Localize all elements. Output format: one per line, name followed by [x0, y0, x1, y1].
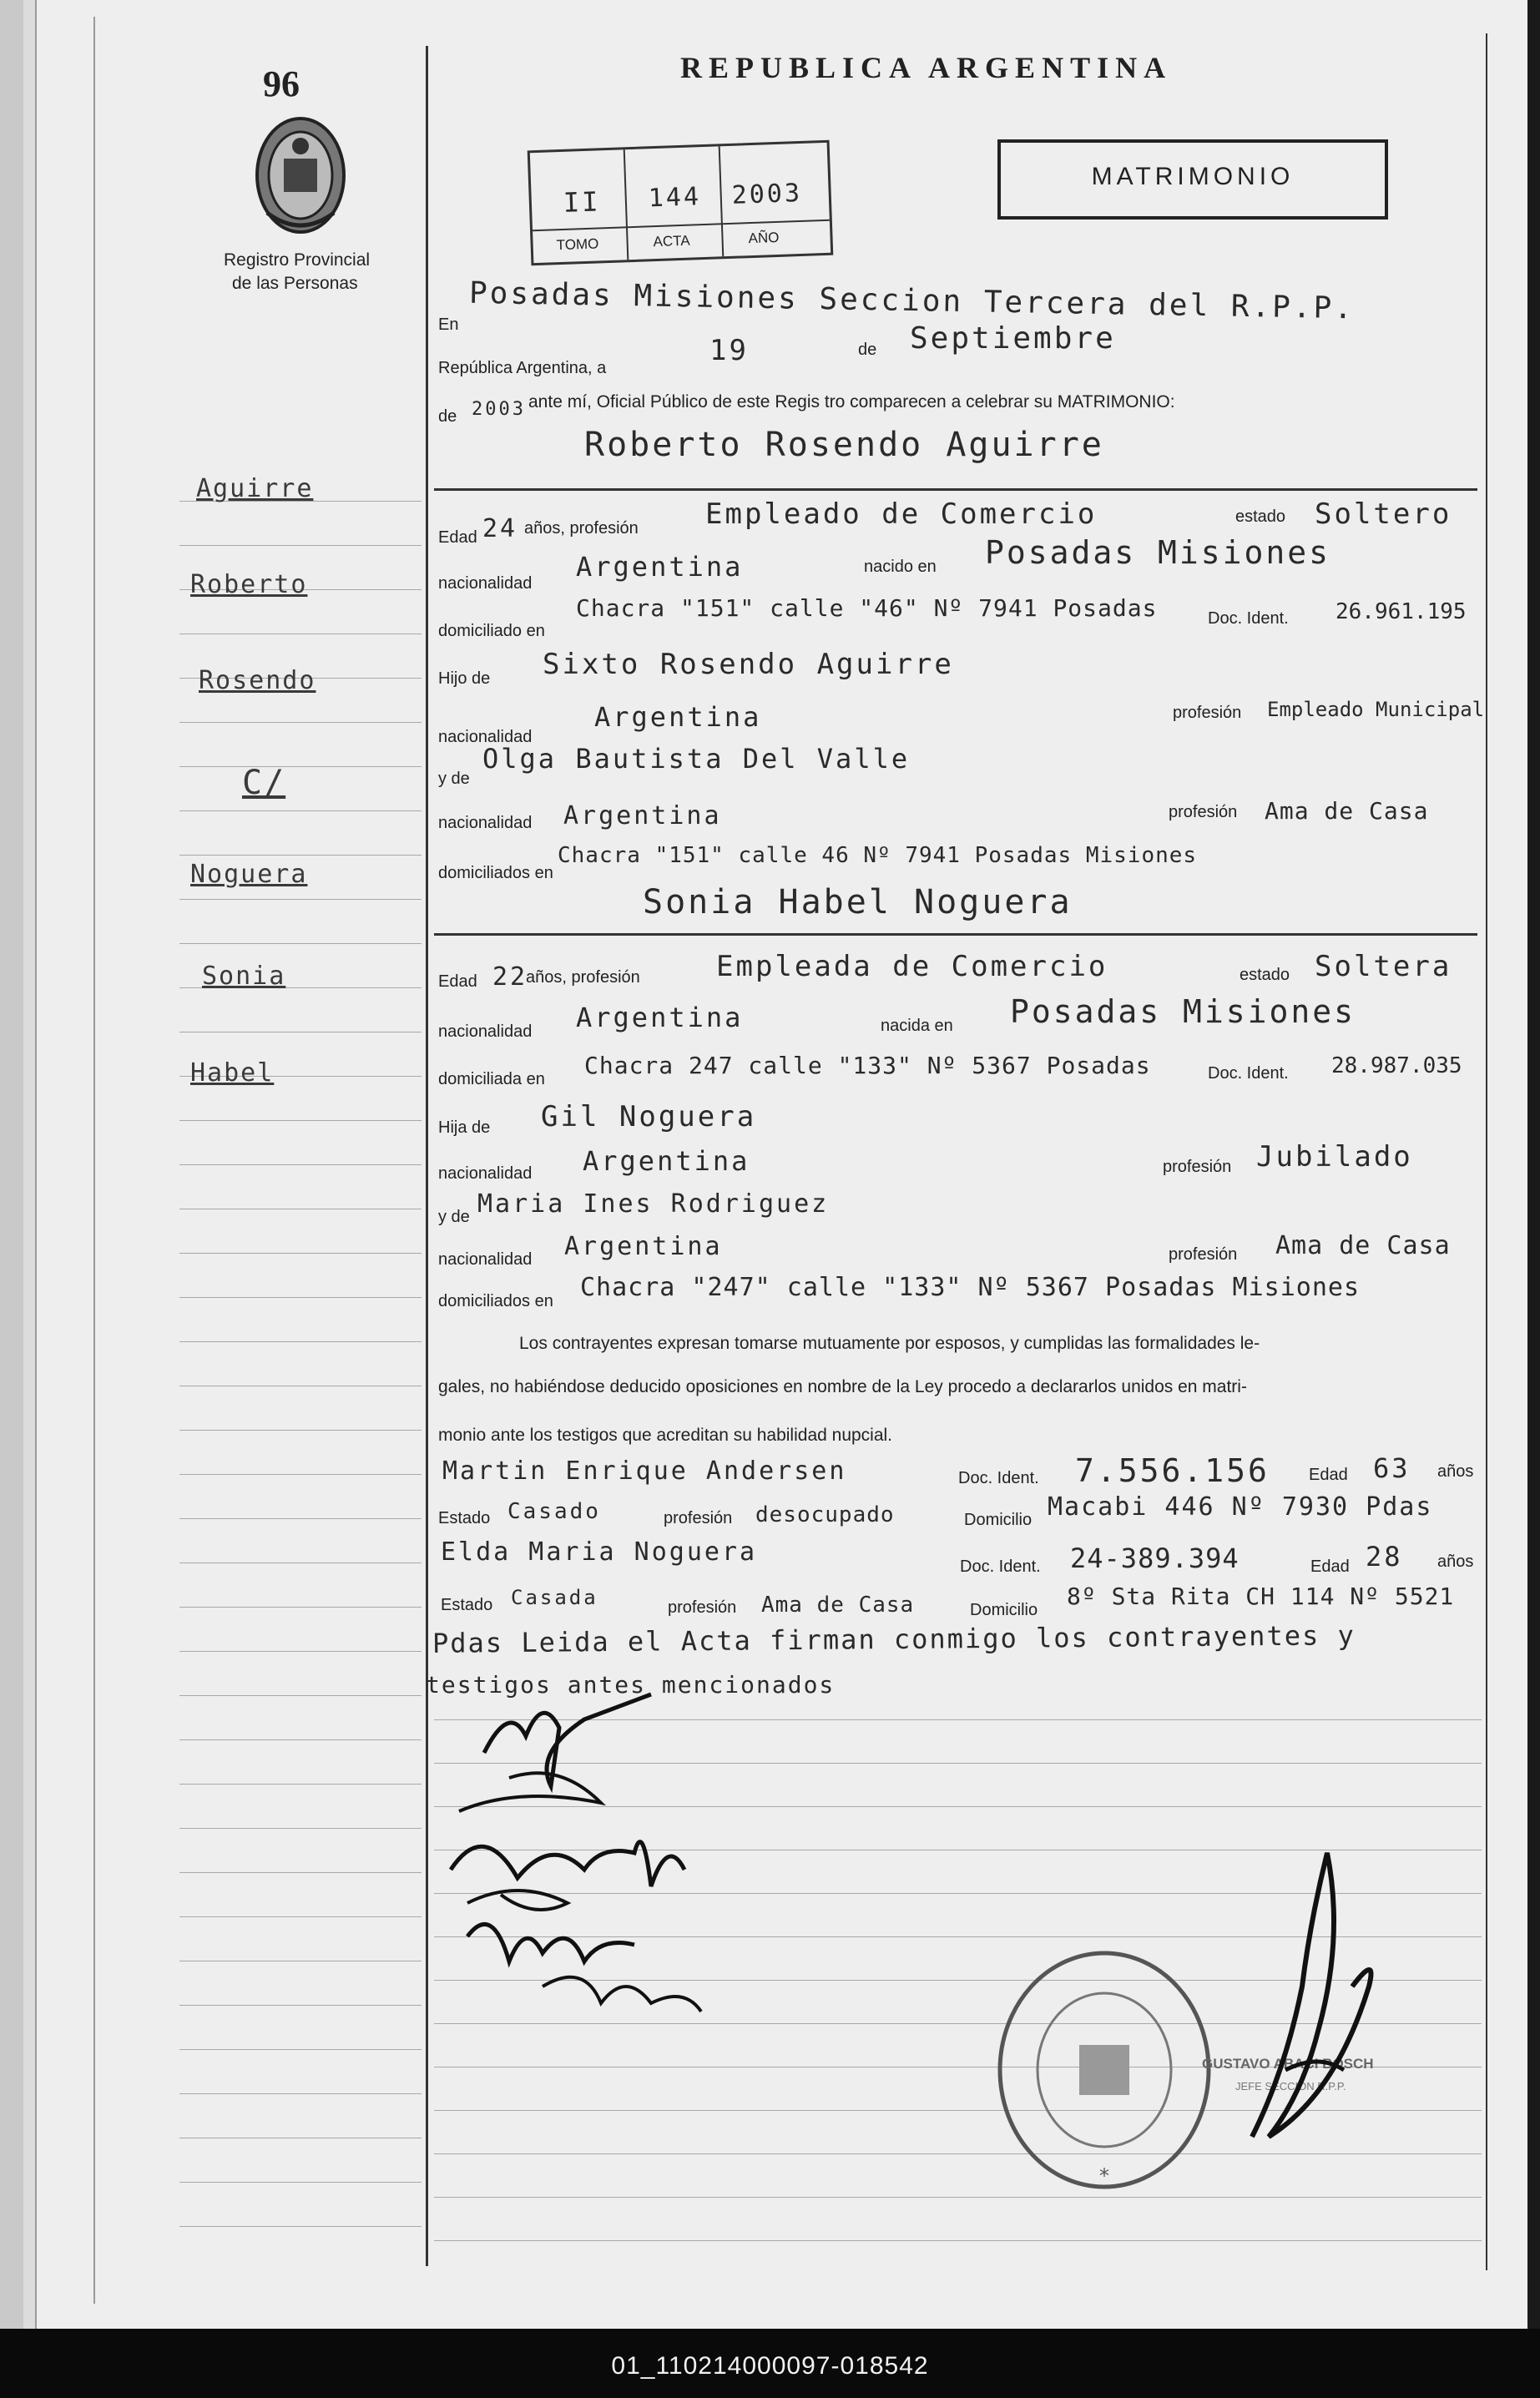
day-field: 19	[709, 334, 749, 367]
groom-nac-label: nacionalidad	[438, 574, 533, 593]
witness2-estado: Casada	[511, 1586, 598, 1609]
groom-estado: Soltero	[1315, 497, 1452, 531]
de-label-2: de	[438, 407, 457, 426]
groom-father-nac-label: nacionalidad	[438, 728, 533, 746]
ruled-line	[179, 1607, 422, 1608]
witness2-dom-label: Domicilio	[970, 1601, 1038, 1619]
bride-parents-dom: Chacra "247" calle "133" Nº 5367 Posadas Misiones	[580, 1273, 1361, 1302]
official-stamp-seal	[992, 1945, 1217, 2195]
coat-of-arms-emblem	[250, 113, 351, 238]
ano-value: 2003	[731, 178, 803, 210]
witness2-doc: 24-389.394	[1070, 1542, 1240, 1574]
stamp-official-title: JEFE SECCION R.P.P.	[1235, 2080, 1346, 2093]
ano-label: AÑO	[748, 229, 780, 247]
groom-father-prof: Empleado Municipal	[1267, 698, 1485, 721]
bride-estado: Soltera	[1315, 950, 1452, 983]
ruled-line	[179, 1253, 422, 1254]
en-label: En	[438, 316, 459, 334]
witness2-edad: 28	[1366, 1541, 1403, 1573]
ruled-line	[179, 1784, 422, 1785]
ruled-line	[179, 1695, 422, 1696]
ruled-line	[179, 1739, 422, 1740]
page-edge	[23, 0, 37, 2329]
groom-dom: Chacra "151" calle "46" Nº 7941 Posadas	[576, 594, 1158, 622]
witness1-estado: Casado	[507, 1499, 601, 1524]
ruled-line	[179, 1120, 422, 1121]
ruled-line	[179, 545, 422, 546]
ruled-line	[179, 2049, 422, 2050]
groom-mother-nac: Argentina	[563, 801, 722, 830]
acta-value: 144	[648, 182, 702, 214]
ruled-line	[179, 1164, 422, 1165]
acta-label: ACTA	[653, 232, 690, 250]
bride-father-prof: Jubilado	[1256, 1140, 1413, 1174]
witness1-name: Martin Enrique Andersen	[442, 1456, 847, 1486]
closing-line1: Pdas Leida el Acta firman conmigo los contrayentes y	[432, 1619, 1356, 1659]
svg-text:*: *	[1099, 2164, 1109, 2188]
witness2-name: Elda Maria Noguera	[441, 1537, 758, 1567]
ruled-line	[179, 943, 422, 944]
section-divider-groom	[434, 488, 1477, 491]
bride-nacida: Posadas Misiones	[1010, 993, 1356, 1030]
ruled-line	[179, 810, 422, 811]
record-type-box	[997, 139, 1388, 220]
witness2-edad-label: Edad	[1310, 1557, 1350, 1576]
tomo-label: TOMO	[556, 235, 599, 254]
margin-name1-bride: Sonia	[202, 962, 286, 991]
margin-name2-bride: Habel	[190, 1058, 275, 1088]
bride-parents-dom-label: domiciliados en	[438, 1292, 553, 1310]
witness2-prof: Ama de Casa	[761, 1593, 915, 1618]
registry-name-line2: de las Personas	[232, 274, 358, 293]
year-field: 2003	[472, 399, 526, 420]
margin-name2-groom: Rosendo	[199, 666, 316, 695]
groom-edad-label: Edad	[438, 528, 477, 547]
declaration-line3: monio ante los testigos que acreditan su habilidad nupcial.	[438, 1426, 893, 1445]
bride-mother: Maria Ines Rodriguez	[477, 1189, 830, 1219]
bride-name-heading: Sonia Habel Noguera	[643, 883, 1073, 921]
witness1-estado-label: Estado	[438, 1509, 491, 1527]
bride-nacida-label: nacida en	[881, 1017, 953, 1035]
signature-official	[1202, 1820, 1402, 2170]
ruled-line	[179, 1651, 422, 1652]
ruled-line	[179, 1430, 422, 1431]
intro-statement: ante mí, Oficial Público de este Regis tro comparecen a celebrar su MATRIMONIO:	[528, 392, 1175, 411]
witness1-doc: 7.556.156	[1075, 1452, 1270, 1489]
bride-father-nac-label: nacionalidad	[438, 1164, 533, 1183]
groom-hijo-label: Hijo de	[438, 669, 491, 688]
bride-father-prof-label: profesión	[1163, 1158, 1232, 1176]
ruled-line	[434, 2240, 1482, 2241]
witness2-estado-label: Estado	[441, 1596, 493, 1614]
place-field: Posadas Misiones Seccion Tercera del R.P.P.	[468, 275, 1356, 326]
groom-father-nac: Argentina	[594, 701, 762, 733]
bride-edad-label: Edad	[438, 972, 477, 991]
groom-mother-prof: Ama de Casa	[1265, 797, 1429, 825]
groom-name-heading: Roberto Rosendo Aguirre	[584, 426, 1104, 464]
bride-dom: Chacra 247 calle "133" Nº 5367 Posadas	[584, 1052, 1151, 1079]
bride-nac-label: nacionalidad	[438, 1022, 533, 1041]
ruled-line	[179, 2182, 422, 2183]
witness2-prof-label: profesión	[668, 1598, 737, 1617]
groom-mother: Olga Bautista Del Valle	[482, 743, 911, 775]
ruled-line	[179, 1872, 422, 1873]
closing-line2: testigos antes mencionados	[426, 1671, 836, 1699]
ruled-line	[179, 722, 422, 723]
groom-profesion: Empleado de Comercio	[705, 497, 1098, 531]
margin-name1-groom: Roberto	[190, 570, 308, 599]
groom-nacido: Posadas Misiones	[985, 534, 1331, 571]
groom-mother-prof-label: profesión	[1169, 803, 1238, 821]
bride-father: Gil Noguera	[541, 1100, 757, 1133]
ruled-line	[179, 855, 422, 856]
bride-edad: 22	[492, 962, 528, 992]
witness1-edad-label: Edad	[1309, 1466, 1348, 1484]
groom-estado-label: estado	[1235, 507, 1286, 526]
ruled-line	[179, 1562, 422, 1563]
witness1-prof-label: profesión	[664, 1509, 733, 1527]
groom-father: Sixto Rosendo Aguirre	[543, 648, 954, 681]
stamp-official-name: GUSTAVO ABACI BOSCH	[1202, 2056, 1374, 2072]
bride-profesion: Empleada de Comercio	[716, 950, 1108, 983]
ruled-line	[179, 1916, 422, 1917]
ruled-line	[179, 1828, 422, 1829]
file-id-label: 01_110214000097-018542	[611, 2352, 929, 2380]
record-type-label: MATRIMONIO	[1091, 163, 1295, 190]
groom-doc-label: Doc. Ident.	[1208, 609, 1289, 628]
month-field: Septiembre	[910, 321, 1116, 356]
groom-parents-dom-label: domiciliados en	[438, 864, 553, 882]
ruled-line	[179, 1297, 422, 1298]
groom-doc: 26.961.195	[1336, 599, 1467, 624]
margin-surname-groom: Aguirre	[196, 474, 314, 503]
bride-mother-prof-label: profesión	[1169, 1245, 1238, 1264]
witness1-dom: Macabi 446 Nº 7930 Pdas	[1048, 1492, 1433, 1522]
declaration-line2: gales, no habiéndose deducido oposiciones en nombre de la Ley procedo a declararlos unidos en matri-	[438, 1377, 1247, 1396]
ruled-line	[179, 899, 422, 900]
witness1-prof: desocupado	[755, 1502, 895, 1527]
bride-mother-nac-label: nacionalidad	[438, 1250, 533, 1269]
groom-mother-nac-label: nacionalidad	[438, 814, 533, 832]
groom-father-prof-label: profesión	[1173, 704, 1242, 722]
bride-anos-label: años, profesión	[526, 968, 640, 987]
groom-yde-label: y de	[438, 770, 470, 788]
margin-connector: C/	[242, 764, 286, 802]
republica-label: República Argentina, a	[438, 359, 607, 377]
groom-nac: Argentina	[576, 551, 744, 583]
ruled-line	[179, 1341, 422, 1342]
ruled-line	[179, 766, 422, 767]
groom-dom-label: domiciliado en	[438, 622, 545, 640]
witness1-dom-label: Domicilio	[964, 1511, 1033, 1529]
bride-doc: 28.987.035	[1331, 1053, 1462, 1078]
bride-dom-label: domiciliada en	[438, 1070, 545, 1088]
bride-father-nac: Argentina	[583, 1145, 750, 1177]
bride-nac: Argentina	[576, 1002, 744, 1033]
page-number: 96	[263, 63, 300, 104]
witness2-doc-label: Doc. Ident.	[960, 1557, 1041, 1576]
ruled-line	[179, 2005, 422, 2006]
bride-estado-label: estado	[1240, 966, 1290, 984]
margin-surname-bride: Noguera	[190, 860, 308, 889]
groom-parents-dom: Chacra "151" calle 46 Nº 7941 Posadas Misiones	[558, 843, 1198, 868]
bride-mother-nac: Argentina	[564, 1232, 723, 1261]
ruled-line	[179, 2093, 422, 2094]
left-column-divider	[426, 46, 428, 2266]
groom-edad: 24	[482, 514, 518, 543]
witness2-anos-label: años	[1437, 1552, 1474, 1571]
ruled-line	[434, 2197, 1482, 2198]
ruled-line	[179, 2226, 422, 2227]
bride-hija-label: Hija de	[438, 1118, 491, 1137]
signature-group-left	[434, 1686, 768, 2070]
left-page-border	[93, 17, 95, 2304]
declaration-line1: Los contrayentes expresan tomarse mutuamente por esposos, y cumplidas las formalidades le-	[519, 1334, 1260, 1353]
witness2-dom: 8º Sta Rita CH 114 Nº 5521	[1067, 1583, 1455, 1610]
de-label-1: de	[858, 341, 877, 359]
witness1-doc-label: Doc. Ident.	[958, 1469, 1039, 1487]
witness1-anos-label: años	[1437, 1462, 1474, 1481]
registry-name-line1: Registro Provincial	[224, 250, 371, 270]
section-divider-bride	[434, 933, 1477, 936]
tomo-value: II	[563, 185, 602, 219]
bride-yde-label: y de	[438, 1208, 470, 1226]
groom-nacido-label: nacido en	[864, 558, 937, 576]
right-page-border	[1486, 33, 1487, 2270]
bride-doc-label: Doc. Ident.	[1208, 1064, 1289, 1083]
country-heading: REPUBLICA ARGENTINA	[680, 51, 1173, 84]
witness1-edad: 63	[1373, 1452, 1411, 1484]
bride-mother-prof: Ama de Casa	[1275, 1231, 1451, 1260]
groom-anos-label: años, profesión	[524, 519, 639, 538]
ruled-line	[179, 1474, 422, 1475]
ruled-line	[179, 1518, 422, 1519]
tomo-acta-box	[528, 140, 834, 266]
